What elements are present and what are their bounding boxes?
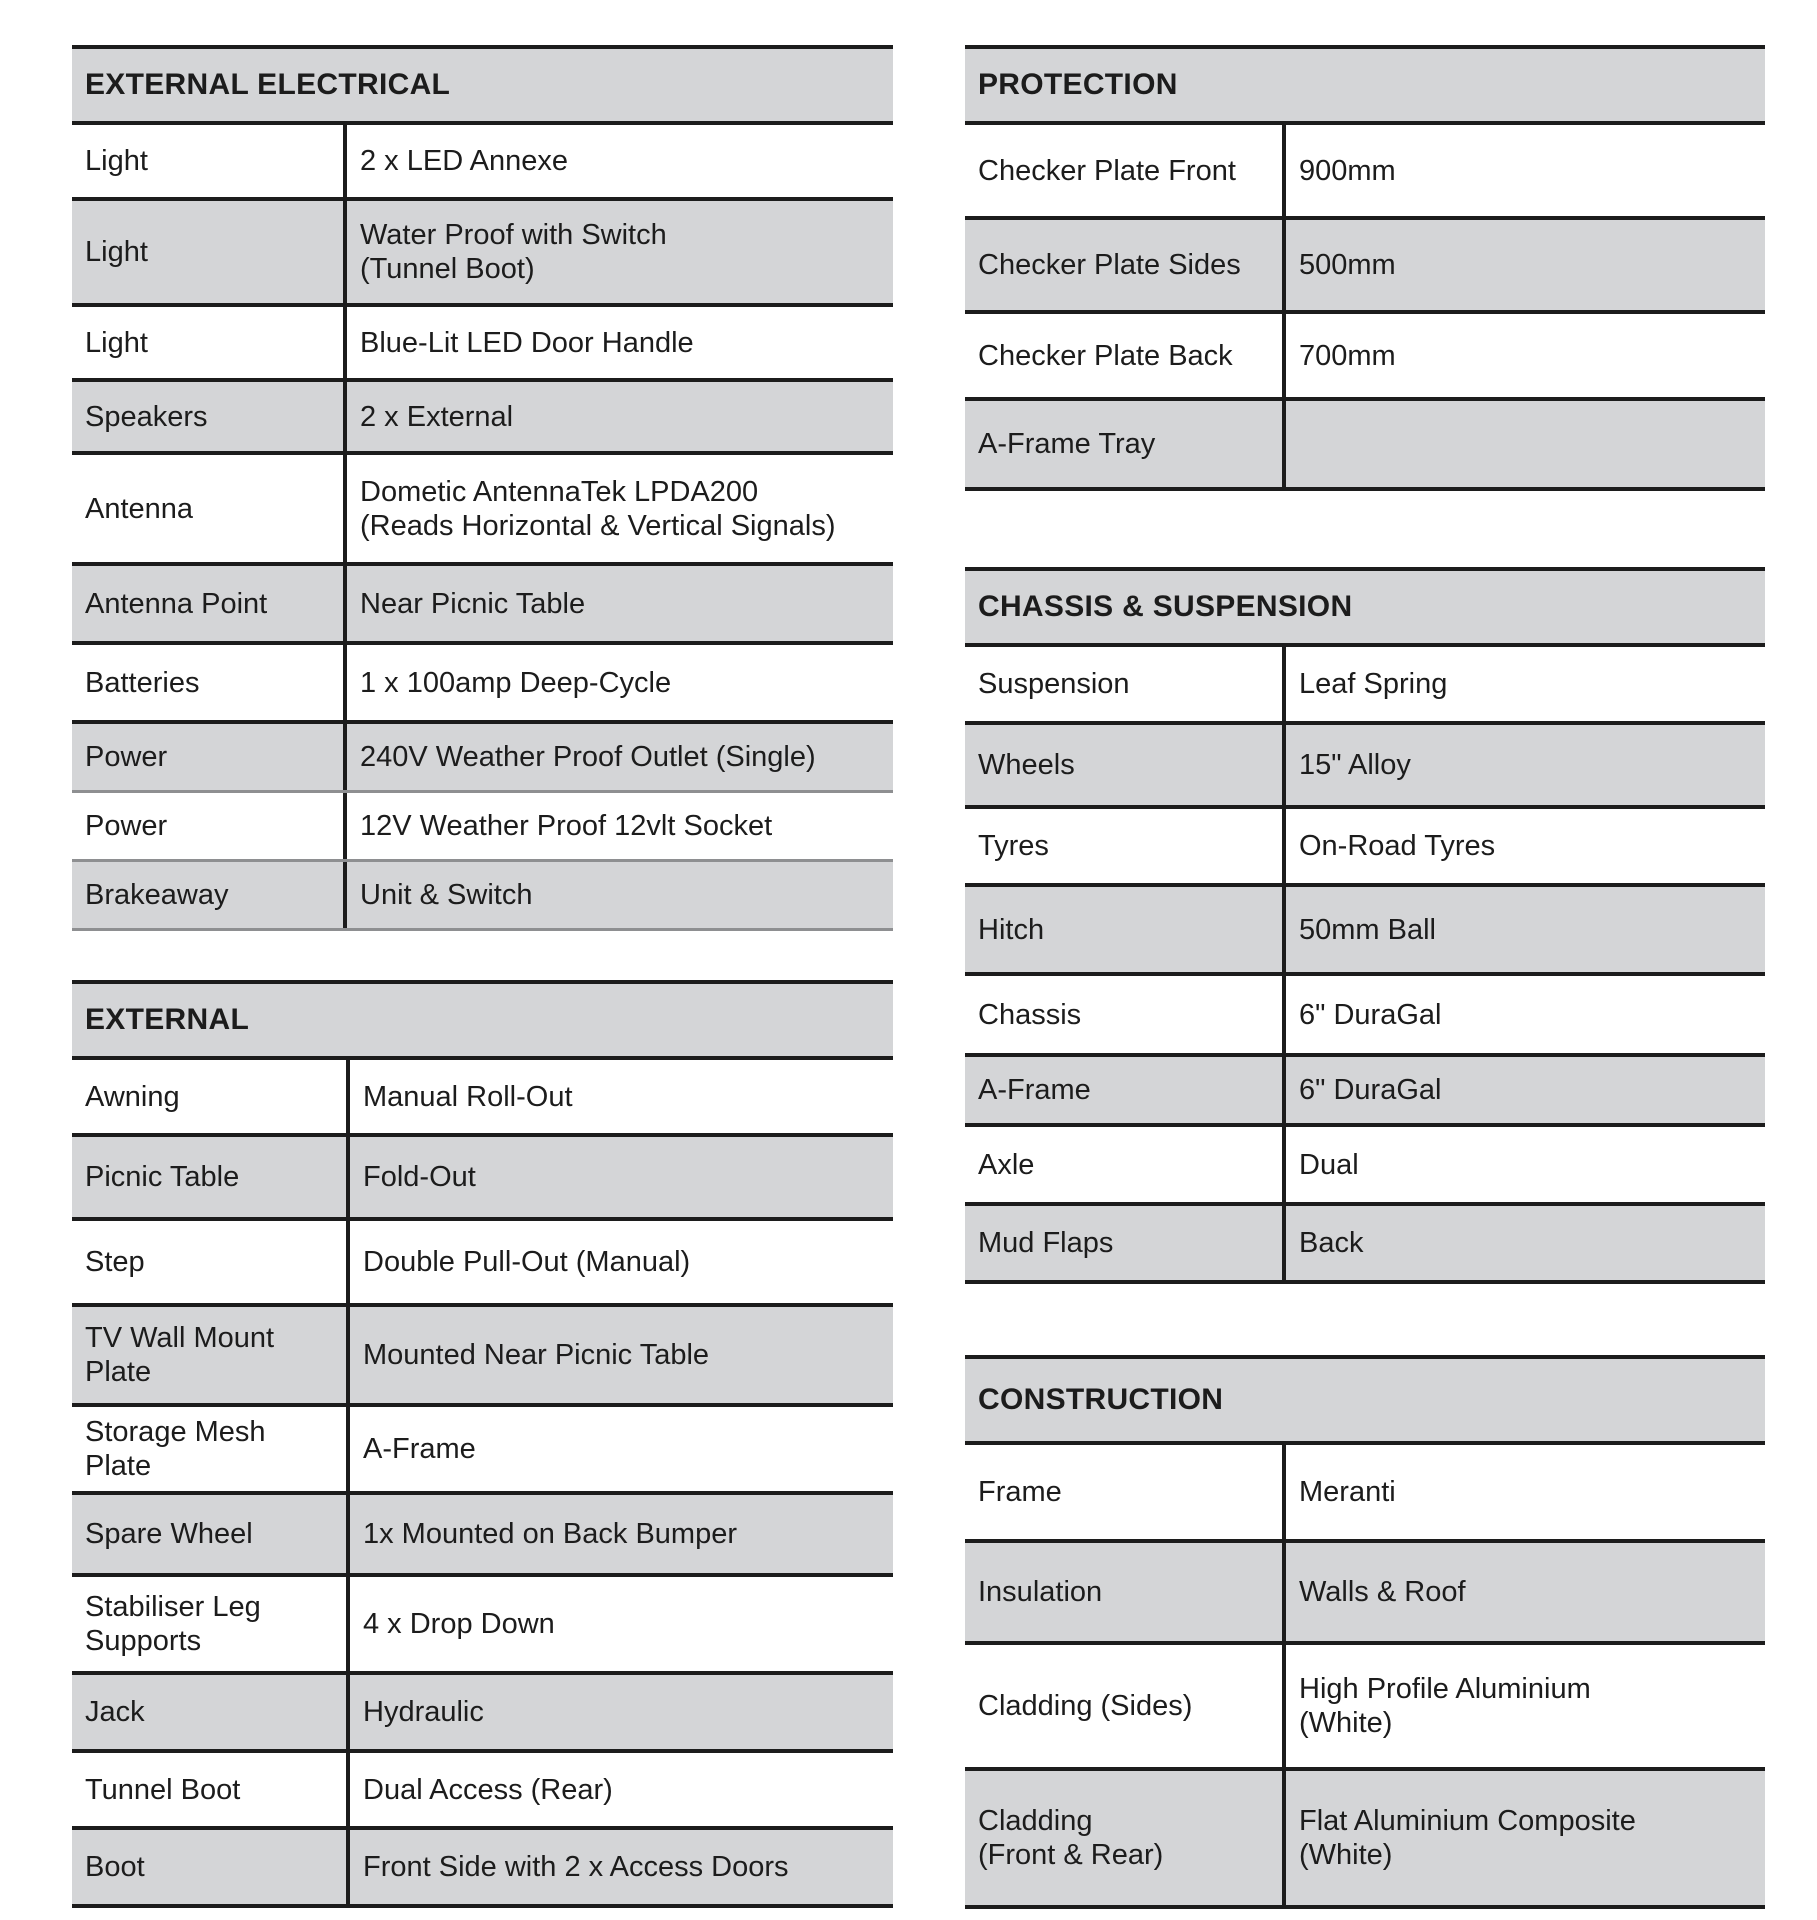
row-label	[965, 887, 1286, 972]
row-value	[350, 1495, 893, 1573]
row-value-text: 50mm Ball	[1299, 913, 1436, 946]
section-title: EXTERNAL	[72, 980, 893, 1060]
row-value-text: High Profile Aluminium (White)	[1299, 1673, 1591, 1739]
row-label	[72, 793, 347, 859]
section-title: PROTECTION	[965, 45, 1765, 125]
row-label	[965, 1206, 1286, 1280]
row-value	[1286, 401, 1765, 487]
table-row	[72, 1495, 893, 1577]
row-label-text: Antenna Point	[85, 587, 268, 620]
row-label	[72, 1137, 350, 1217]
row-value-text: 4 x Drop Down	[363, 1608, 555, 1640]
row-label	[72, 862, 347, 928]
row-value	[347, 793, 893, 859]
row-label-text: Chassis	[978, 998, 1082, 1031]
row-value-text: Fold-Out	[363, 1161, 476, 1193]
row-value-text: Back	[1299, 1227, 1364, 1259]
row-value	[350, 1060, 893, 1133]
row-label	[72, 1407, 350, 1491]
row-label-text: Speakers	[85, 400, 208, 433]
row-value	[1286, 887, 1765, 972]
section-title: CHASSIS & SUSPENSION	[965, 567, 1765, 647]
row-label-text: Awning	[85, 1080, 180, 1113]
row-label	[72, 125, 347, 197]
row-label-text: Checker Plate Sides	[978, 249, 1241, 281]
row-label	[965, 809, 1286, 883]
table-row	[72, 566, 893, 645]
row-label	[72, 645, 347, 720]
row-label	[72, 1060, 350, 1133]
row-value-text: 1x Mounted on Back Bumper	[363, 1518, 737, 1550]
row-value	[347, 201, 893, 303]
row-value-text: Dual	[1299, 1148, 1359, 1181]
section-protection	[965, 45, 1765, 491]
row-value-text: Dual Access (Rear)	[363, 1773, 613, 1806]
table-row	[72, 1060, 893, 1137]
row-label-text: Antenna	[85, 492, 194, 525]
row-value	[1286, 725, 1765, 805]
table-row	[72, 1830, 893, 1908]
section-external-electrical	[72, 45, 893, 931]
table-row	[965, 887, 1765, 976]
row-value	[1286, 976, 1765, 1053]
row-label-text: Cladding (Sides)	[978, 1690, 1193, 1722]
table-row	[72, 1221, 893, 1307]
row-value-text: A-Frame	[363, 1433, 476, 1465]
row-value-text: Water Proof with Switch (Tunnel Boot)	[360, 219, 667, 285]
row-value	[1286, 220, 1765, 310]
row-value-text: 240V Weather Proof Outlet (Single)	[360, 741, 816, 773]
row-label	[72, 382, 347, 451]
table-row	[72, 645, 893, 724]
row-value	[1286, 1645, 1765, 1767]
row-value	[1286, 125, 1765, 216]
row-label-text: Stabiliser Leg Supports	[85, 1591, 261, 1657]
row-value-text: 15" Alloy	[1299, 749, 1411, 781]
row-value	[1286, 1771, 1765, 1905]
row-label	[965, 1543, 1286, 1641]
row-value	[1286, 1543, 1765, 1641]
row-label-text: Suspension	[978, 668, 1130, 700]
row-value	[350, 1577, 893, 1671]
row-label	[72, 201, 347, 303]
row-value	[350, 1407, 893, 1491]
row-label-text: A-Frame Tray	[978, 428, 1156, 460]
row-value	[350, 1753, 893, 1826]
table-row	[965, 647, 1765, 725]
row-value	[1286, 1206, 1765, 1280]
section-external	[72, 980, 893, 1908]
row-value-text: Mounted Near Picnic Table	[363, 1339, 710, 1371]
row-label	[72, 1307, 350, 1403]
table-row	[72, 125, 893, 201]
table-row	[72, 1137, 893, 1221]
table-row	[72, 724, 893, 793]
table-row	[965, 725, 1765, 809]
row-label	[965, 314, 1286, 397]
row-label-text: Picnic Table	[85, 1161, 240, 1193]
row-label-text: Cladding (Front & Rear)	[978, 1805, 1164, 1871]
row-value-text: 2 x External	[360, 400, 514, 433]
table-row	[72, 455, 893, 566]
row-label-text: Batteries	[85, 666, 200, 699]
row-value-text: Walls & Roof	[1299, 1576, 1466, 1608]
section-title: EXTERNAL ELECTRICAL	[72, 45, 893, 125]
row-value	[1286, 1127, 1765, 1202]
row-value-text: 1 x 100amp Deep-Cycle	[360, 666, 672, 699]
row-label	[965, 976, 1286, 1053]
row-value	[1286, 1057, 1765, 1123]
row-value	[350, 1675, 893, 1749]
table-row	[965, 1543, 1765, 1645]
row-label	[72, 1675, 350, 1749]
row-value-text: 6" DuraGal	[1299, 1074, 1442, 1106]
row-label-text: Axle	[978, 1148, 1035, 1181]
row-label	[72, 1753, 350, 1826]
row-label	[965, 725, 1286, 805]
row-label-text: Boot	[85, 1851, 145, 1883]
row-value-text: Dometic AntennaTek LPDA200 (Reads Horizontal & Vertical Signals)	[360, 475, 836, 542]
row-value	[350, 1830, 893, 1904]
table-row	[965, 1645, 1765, 1771]
row-label-text: Mud Flaps	[978, 1227, 1114, 1259]
row-value-text: Unit & Switch	[360, 879, 533, 911]
row-label	[965, 401, 1286, 487]
row-value-text: Hydraulic	[363, 1696, 484, 1728]
row-value-text: 900mm	[1299, 154, 1396, 187]
row-value	[347, 645, 893, 720]
table-row	[965, 314, 1765, 401]
table-row	[72, 793, 893, 862]
table-row	[72, 862, 893, 931]
row-label	[965, 647, 1286, 721]
row-value-text: 700mm	[1299, 339, 1396, 372]
row-value	[1286, 1445, 1765, 1539]
row-label-text: Wheels	[978, 749, 1075, 781]
row-label-text: Frame	[978, 1476, 1062, 1508]
row-value-text: Front Side with 2 x Access Doors	[363, 1851, 789, 1883]
table-row	[965, 1127, 1765, 1206]
row-label-text: Light	[85, 326, 148, 359]
table-row	[965, 1057, 1765, 1127]
table-row	[965, 220, 1765, 314]
row-label	[72, 1221, 350, 1303]
row-label	[72, 566, 347, 641]
row-label	[965, 1057, 1286, 1123]
row-label-text: Jack	[85, 1696, 145, 1728]
row-value	[347, 307, 893, 378]
row-value	[347, 862, 893, 928]
row-label	[72, 455, 347, 562]
table-row	[72, 1407, 893, 1495]
table-row	[965, 401, 1765, 491]
row-value	[1286, 809, 1765, 883]
row-value-text: Blue-Lit LED Door Handle	[360, 326, 694, 359]
row-label	[72, 307, 347, 378]
row-label	[72, 1830, 350, 1904]
row-value	[1286, 647, 1765, 721]
table-row	[965, 809, 1765, 887]
row-label-text: Tyres	[978, 830, 1049, 862]
row-value	[350, 1137, 893, 1217]
section-construction	[965, 1355, 1765, 1909]
table-row	[72, 382, 893, 455]
row-label-text: Power	[85, 810, 168, 842]
row-label-text: Insulation	[978, 1576, 1103, 1608]
row-label-text: Tunnel Boot	[85, 1773, 241, 1806]
row-value-text: 2 x LED Annexe	[360, 145, 568, 177]
row-value	[347, 566, 893, 641]
table-row	[965, 1445, 1765, 1543]
table-row	[965, 976, 1765, 1057]
row-value	[347, 382, 893, 451]
row-value-text: Near Picnic Table	[360, 587, 586, 620]
row-value-text: 500mm	[1299, 249, 1396, 281]
row-value	[350, 1307, 893, 1403]
section-title: CONSTRUCTION	[965, 1355, 1765, 1445]
table-row	[965, 125, 1765, 220]
row-label-text: Light	[85, 145, 148, 177]
table-row	[72, 307, 893, 382]
row-label-text: Checker Plate Back	[978, 339, 1233, 372]
row-value-text: 12V Weather Proof 12vlt Socket	[360, 810, 773, 842]
row-value	[350, 1221, 893, 1303]
row-label	[72, 1577, 350, 1671]
row-label	[72, 724, 347, 790]
row-label	[965, 1445, 1286, 1539]
row-value-text: Flat Aluminium Composite (White)	[1299, 1805, 1636, 1871]
row-label-text: Hitch	[978, 913, 1045, 946]
row-label-text: Power	[85, 741, 168, 773]
row-value-text: Manual Roll-Out	[363, 1080, 573, 1113]
row-value	[347, 125, 893, 197]
row-label	[72, 1495, 350, 1573]
row-label-text: TV Wall Mount Plate	[85, 1322, 275, 1388]
table-row	[965, 1771, 1765, 1909]
row-label	[965, 1771, 1286, 1905]
row-label-text: Spare Wheel	[85, 1518, 253, 1550]
row-label-text: Storage Mesh Plate	[85, 1416, 266, 1482]
row-label-text: Step	[85, 1246, 145, 1278]
row-label	[965, 1645, 1286, 1767]
row-label	[965, 1127, 1286, 1202]
table-row	[72, 1307, 893, 1407]
row-label	[965, 125, 1286, 216]
row-value-text: Meranti	[1299, 1476, 1396, 1508]
section-chassis-suspension	[965, 567, 1765, 1284]
row-value	[347, 455, 893, 562]
row-value-text: On-Road Tyres	[1299, 830, 1496, 862]
row-label-text: A-Frame	[978, 1074, 1091, 1106]
row-value-text: Double Pull-Out (Manual)	[363, 1246, 691, 1278]
row-label	[965, 220, 1286, 310]
row-value	[347, 724, 893, 790]
table-row	[72, 201, 893, 307]
row-value-text: Leaf Spring	[1299, 668, 1448, 700]
row-label-text: Light	[85, 236, 148, 268]
table-row	[72, 1753, 893, 1830]
table-row	[72, 1577, 893, 1675]
row-value	[1286, 314, 1765, 397]
table-row	[72, 1675, 893, 1753]
row-label-text: Checker Plate Front	[978, 154, 1236, 187]
table-row	[965, 1206, 1765, 1284]
row-label-text: Brakeaway	[85, 879, 229, 911]
row-value-text: 6" DuraGal	[1299, 998, 1442, 1031]
